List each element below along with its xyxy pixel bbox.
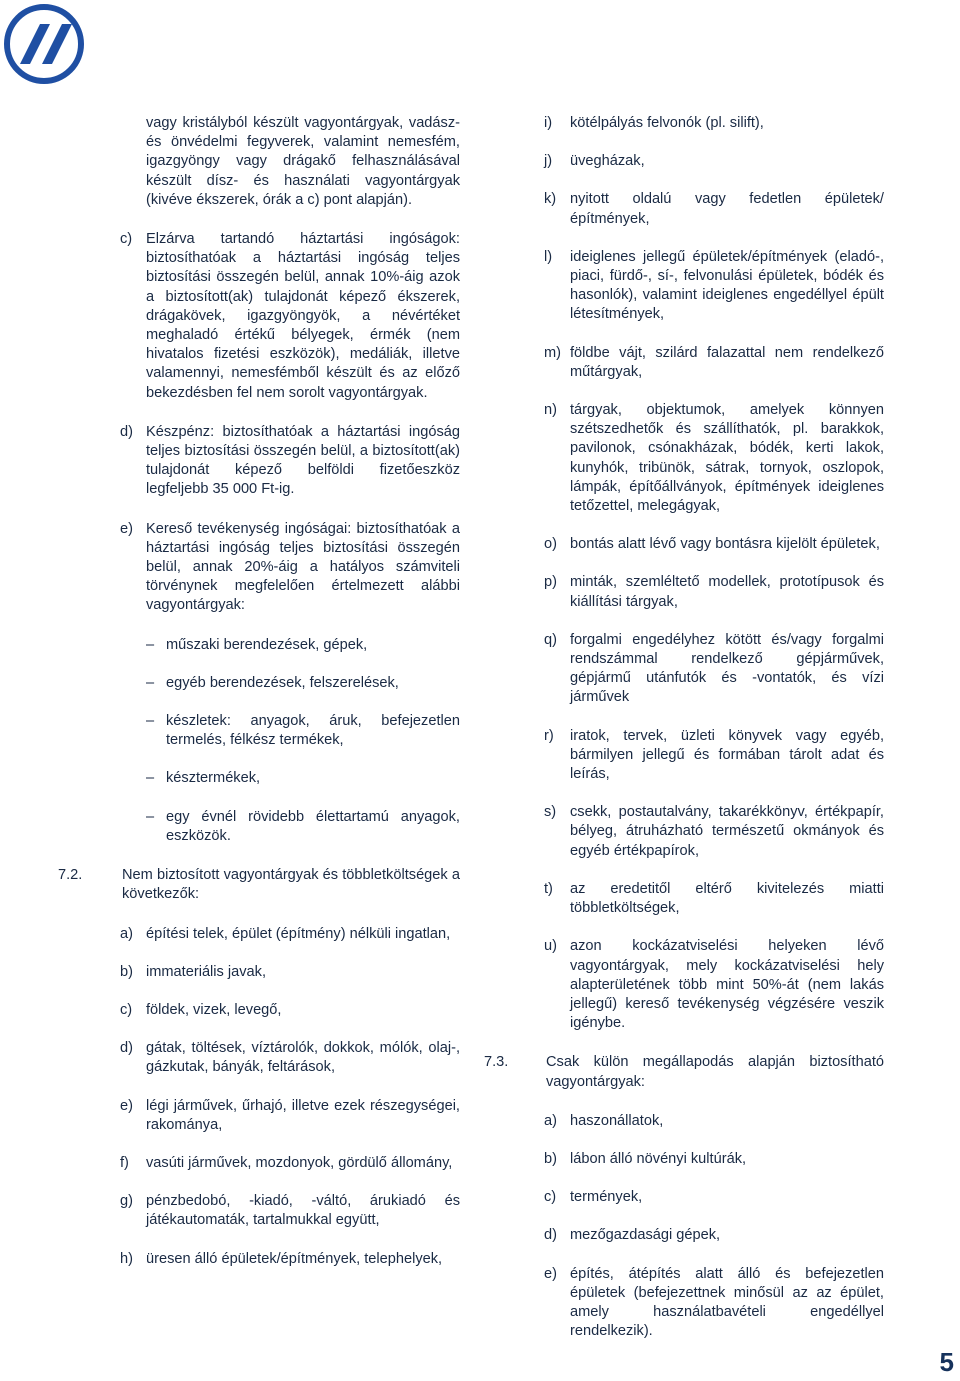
list-item-text: csekk, postautalvány, takarékkönyv, értékpapír, bélyeg, átruházható természetű okmányok és egyéb értékpapírok,: [570, 804, 884, 859]
list-item: [544, 1188, 884, 1207]
list-item: [544, 152, 884, 171]
list-item-text: iratok, tervek, üzleti könyvek vagy egyéb, bármilyen jellegű és formában tárolt adat és leírás,: [570, 727, 884, 783]
section-e: [120, 520, 460, 616]
list-item-text: minták, szemléltető modellek, prototípusok és kiállítási tárgyak,: [570, 574, 884, 610]
list-item-letter: c): [120, 1001, 133, 1018]
list-item-letter: i): [544, 115, 553, 131]
dash-item-text: egy évnél rövidebb élettartamú anyagok, eszközök.: [166, 808, 460, 844]
dash-item-text: készletek: anyagok, áruk, befejezetlen termelés, félkész termékek,: [166, 713, 460, 749]
section-e-text: Kereső tevékenység ingóságai: biztosíthatóak a háztartási ingóság teljes biztosítási összegén belül, annak 20%-áig a hatályos számviteli törvénynek megfelelően értelmezett alábbi vagyontárgyak:: [146, 520, 460, 614]
list-item-text: pénzbedobó, -kiadó, -váltó, árukiadó és játékautomaták, tartalmukkal együtt,: [146, 1193, 460, 1229]
list-item: [120, 963, 460, 982]
dash-item-text: műszaki berendezések, gépek,: [166, 636, 368, 653]
list-item-text: gátak, töltések, víztárolók, dokkok, mólók, olaj-, gázkutak, bányák, feltárások,: [146, 1040, 460, 1076]
list-item: [120, 1001, 460, 1020]
dash-item: [146, 769, 460, 788]
list-item: [120, 1097, 460, 1135]
list-item: [544, 1226, 884, 1245]
list-item-text: üresen álló épületek/építmények, telephelyek,: [146, 1250, 443, 1267]
list-item-text: mezőgazdasági gépek,: [570, 1227, 721, 1244]
page-number: 5: [939, 1347, 954, 1377]
section-e-letter: e): [120, 520, 133, 537]
list-item-letter: j): [544, 153, 553, 170]
list-item-letter: u): [544, 938, 557, 955]
list-item: [544, 1150, 884, 1169]
list-item-letter: m): [544, 344, 562, 361]
list-item-letter: l): [544, 248, 553, 265]
section-7-2-number: 7.2.: [58, 867, 83, 884]
list-item: [544, 937, 884, 1033]
list-item-text: azon kockázatviselési helyeken lévő vagyontárgyak, mely kockázatviselési hely alapterületének több mint 50%-át (nem lakás jellegű) kereső tevékenység végzésére veszik igénybe.: [570, 938, 884, 1032]
dash-item: [146, 712, 460, 750]
section-d: [120, 423, 460, 500]
list-item: [120, 1250, 460, 1269]
dash-item: [146, 808, 460, 846]
dash-marker: –: [146, 713, 155, 730]
list-item-letter: d): [120, 1040, 133, 1057]
list-item-letter: h): [120, 1250, 133, 1267]
right-column: [480, 114, 950, 1341]
list-item-text: ideiglenes jellegű épületek/építmények (eladó-, piaci, fürdő-, sí-, felvonulási épületek, bódék és hasonlók), valamint ideiglenes engedéllyel épült létesítmények,: [570, 248, 884, 323]
section-d-letter: d): [120, 423, 133, 440]
list-item: [544, 880, 884, 918]
list-item-text: építési telek, épület (építmény) nélküli ingatlan,: [146, 925, 451, 942]
section-d-text: Készpénz: biztosíthatóak a háztartási ingóság teljes biztosítási összegén belül, a biztosított(ak) tulajdonát képező belföldi fizetőeszköz legfeljebb 35 000 Ft-ig.: [146, 423, 460, 498]
section-7-3-heading: Csak külön megállapodás alapján biztosítható vagyontárgyak:: [546, 1054, 884, 1090]
section-7-3-number: 7.3.: [484, 1054, 509, 1071]
dash-marker: –: [146, 674, 155, 691]
list-item-text: kötélpályás felvonók (pl. silift),: [570, 115, 764, 131]
list-item-text: lábon álló növényi kultúrák,: [570, 1150, 747, 1167]
list-item: [120, 1192, 460, 1230]
section-c-letter: c): [120, 231, 133, 248]
list-item-letter: o): [544, 536, 557, 553]
list-item: [120, 925, 460, 944]
list-item-text: immateriális javak,: [146, 963, 267, 980]
list-item-text: haszonállatok,: [570, 1112, 664, 1129]
section-7-2: [58, 866, 460, 904]
list-item-letter: a): [120, 925, 133, 942]
list-item: [544, 573, 884, 611]
list-item-letter: e): [544, 1265, 557, 1282]
company-logo-icon: [4, 4, 84, 84]
left-column: [0, 114, 470, 1269]
list-item-text: építés, átépítés alatt álló és befejezetlen épületek (befejezettnek minősül az az épület, amely használatbavételi engedéllyel rendelkezik).: [570, 1265, 884, 1340]
list-item-text: földbe vájt, szilárd falazattal nem rendelkező műtárgyak,: [570, 344, 884, 380]
list-item-letter: s): [544, 804, 557, 821]
section-c: [120, 230, 460, 403]
list-item: [544, 803, 884, 861]
list-item: [544, 1265, 884, 1342]
list-item-letter: q): [544, 631, 557, 648]
list-item-text: bontás alatt lévő vagy bontásra kijelölt épületek,: [570, 536, 880, 553]
list-item: [544, 727, 884, 785]
list-item-letter: t): [544, 880, 553, 897]
list-item: [120, 1039, 460, 1077]
list-item: [544, 114, 884, 133]
list-item-letter: e): [120, 1097, 133, 1114]
list-item: [544, 190, 884, 228]
list-item-text: vasúti járművek, mozdonyok, gördülő állomány,: [146, 1154, 453, 1171]
list-item: [544, 401, 884, 516]
list-item: [544, 1112, 884, 1131]
list-item: [544, 248, 884, 325]
dash-item: [146, 674, 460, 693]
list-item-letter: g): [120, 1193, 133, 1210]
list-item: [544, 535, 884, 554]
list-item-letter: b): [120, 963, 133, 980]
list-item-text: légi járművek, űrhajó, illetve ezek részegységei, rakománya,: [146, 1097, 460, 1133]
section-7-3: [484, 1053, 884, 1091]
list-item-letter: p): [544, 574, 557, 591]
section-c-text: Elzárva tartandó háztartási ingóságok: biztosíthatóak a háztartási ingóság teljes biztosítási összegén belül, annak 10%-áig azok a biztosított(ak) tulajdonát képező ékszerek, drágakövek, igazgyöngyök, a névértéket meghaladó értékű bélyegek, érmék (nem hivatalos fizetési eszközök), medáliák, illetve valamennyi, nemesfémből készült és az előző bekezdésben fel nem sorolt vagyontárgyak.: [146, 231, 460, 401]
list-item-text: nyitott oldalú vagy fedetlen épületek/építmények,: [570, 191, 884, 227]
dash-item-text: késztermékek,: [166, 770, 261, 787]
intro-paragraph: vagy kristályból készült vagyontárgyak, vadász- és önvédelmi fegyverek, valamint nemesfém, igazgyöngy vagy drágakő felhasználásával készült dísz- és használati vagyontárgyak (kivéve ékszerek, órák a c) pont alapján).: [146, 115, 460, 208]
dash-item-text: egyéb berendezések, felszerelések,: [166, 674, 399, 691]
dash-marker: –: [146, 636, 155, 653]
list-item-text: üvegházak,: [570, 153, 645, 170]
list-item-text: földek, vizek, levegő,: [146, 1001, 282, 1018]
list-item-text: tárgyak, objektumok, amelyek könnyen szétszedhetők és szállíthatók, pl. barakkok, pavilonok, csónakházak, bódék, kerti lakok, kunyhók, tribünök, sátrak, tornyok, oszlopok, lámpák, építőállványok, építmények ideiglenes tetőzettel, melegágyak,: [570, 402, 884, 515]
list-item-letter: n): [544, 402, 557, 419]
list-item-letter: f): [120, 1154, 129, 1171]
list-item-text: termények,: [570, 1189, 643, 1206]
list-item-text: az eredetitől eltérő kivitelezés miatti többletköltségek,: [570, 880, 884, 917]
list-item: [544, 344, 884, 382]
list-item-letter: d): [544, 1227, 557, 1244]
list-item-letter: a): [544, 1112, 557, 1129]
list-item-text: forgalmi engedélyhez kötött és/vagy forgalmi rendszámmal rendelkező gépjárművek, gépjármű utánfutók és -vontatók, és vízi járművek: [570, 631, 884, 706]
list-item-letter: k): [544, 191, 557, 208]
list-item-letter: r): [544, 727, 554, 744]
dash-marker: –: [146, 770, 155, 787]
list-item: [544, 631, 884, 708]
section-7-2-heading: Nem biztosított vagyontárgyak és többletköltségek a következők:: [122, 867, 460, 903]
list-item-letter: c): [544, 1189, 557, 1206]
dash-marker: –: [146, 808, 155, 825]
dash-item: [146, 636, 460, 655]
list-item: [120, 1154, 460, 1173]
list-item-letter: b): [544, 1150, 557, 1167]
